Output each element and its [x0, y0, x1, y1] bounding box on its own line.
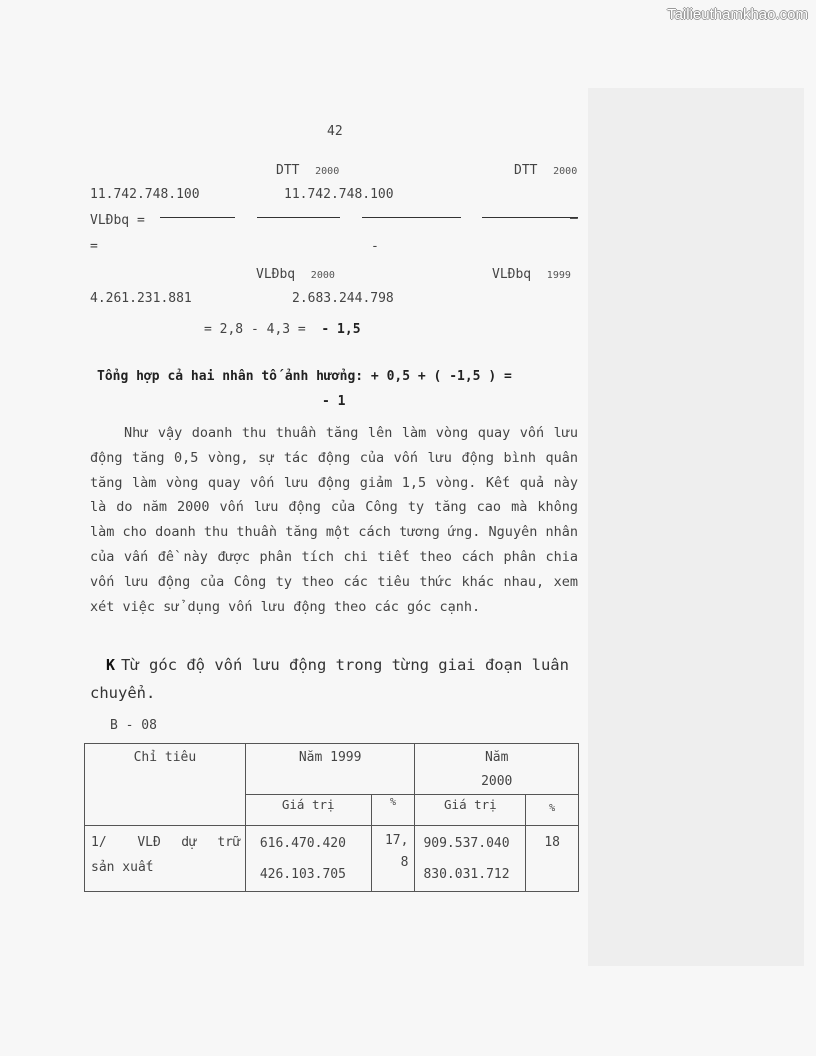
denominator-value-1: 4.261.231.881 [90, 291, 192, 306]
subheader-value-1999: Giá trị [245, 795, 371, 826]
subheader-pct-1999: % [371, 795, 415, 826]
header-indicator: Chỉ tiêu [85, 744, 246, 826]
subheader-value-2000: Giá trị [415, 795, 526, 826]
denominator-label-1999: VLĐbq 1999 [492, 267, 571, 282]
summary-line-1: Tổng hợp cả hai nhân tố ảnh hưởng: + 0,5 + ( -1,5 ) = [97, 369, 512, 384]
numerator-value-2: 11.742.748.100 [284, 187, 394, 202]
trailing-dash: – [570, 211, 578, 226]
denominator-label-2000: VLĐbq 2000 [256, 267, 335, 282]
row-value-1999: 616.470.420 426.103.705 [245, 826, 371, 892]
minus-sign: - [371, 239, 379, 254]
row-pct-2000: 18 [526, 826, 579, 892]
numerator-label-1999: DTT 2000 [514, 163, 578, 178]
summary-line-2: - 1 [322, 394, 346, 409]
table-row [85, 826, 579, 892]
result-value: - 1,5 [321, 322, 361, 337]
data-table [84, 743, 579, 892]
row-value-2000: 909.537.040 830.031.712 [415, 826, 526, 892]
row-pct-1999: 17, 8 [371, 826, 415, 892]
table-code: B - 08 [110, 718, 157, 733]
page-number: 42 [327, 124, 343, 139]
side-panel [588, 88, 804, 966]
subheader-pct-2000: % [526, 795, 579, 826]
fraction-bar-2 [257, 217, 340, 218]
body-paragraph: Như vậy doanh thu thuần tăng lên làm vòng quay vốn lưu động tăng 0,5 vòng, sự tác động của vốn lưu động bình quân tăng làm vòng quay vốn lưu động giảm 1,5 vòng. Kết quả này là do năm 2000 vốn lưu động của Công ty tăng cao mà không làm cho doanh thu thuần tăng một cách tương ứng. Nguyên nhân của vấn đề này được phân tích chi tiết theo cách phân chia vốn lưu động của Công ty theo các tiêu thức khác nhau, xem xét việc sử dụng vốn lưu động theo các góc cạnh. [90, 425, 578, 615]
fraction-bar-3 [362, 217, 461, 218]
numerator-value-1: 11.742.748.100 [90, 187, 200, 202]
equals-sign: = [90, 239, 98, 254]
row-indicator: 1/ VLĐ dự trữ sản xuất [85, 826, 246, 892]
formula-result: = 2,8 - 4,3 = - 1,5 [204, 322, 361, 337]
watermark: Tailieuthamkhao.com [667, 6, 808, 23]
header-2000: Năm 2000 [415, 744, 579, 795]
subscript-2000b: 2000 [553, 166, 578, 177]
section-marker: K [106, 656, 116, 674]
vld-label: VLĐbq = [90, 213, 145, 228]
denominator-value-2: 2.683.244.798 [292, 291, 394, 306]
fraction-bar-4 [482, 217, 578, 218]
fraction-bar-1 [160, 217, 235, 218]
section-title: Từ góc độ vốn lưu động trong từng giai đoạn luân chuyển. [90, 656, 569, 702]
section-heading [90, 651, 578, 707]
header-1999: Năm 1999 [245, 744, 415, 795]
subscript-2000: 2000 [315, 166, 340, 177]
numerator-label-2000: DTT 2000 [276, 163, 340, 178]
